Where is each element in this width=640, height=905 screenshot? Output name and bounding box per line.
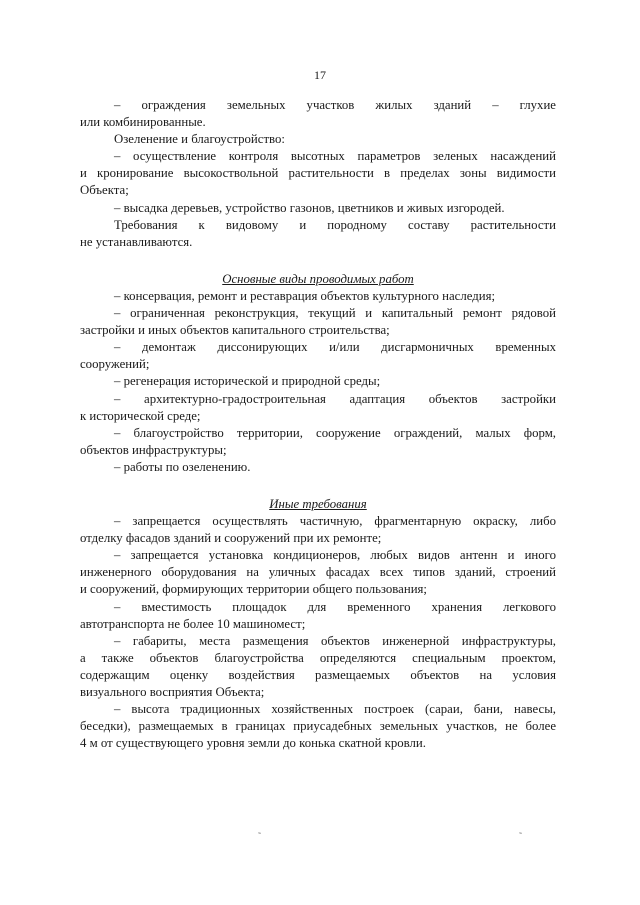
paragraph-line: – ограниченная реконструкция, текущий и капитальный ремонт рядовой bbox=[114, 306, 556, 321]
paragraph-line: и сооружений, формирующих территории общего пользования; bbox=[80, 582, 427, 597]
page-number: 17 bbox=[314, 68, 326, 82]
paragraph-line: к исторической среде; bbox=[80, 408, 201, 423]
paragraph-line: – регенерация исторической и природной среды; bbox=[114, 374, 381, 389]
paragraph-line: – архитектурно-градостроительная адаптация объектов застройки bbox=[114, 391, 556, 406]
scan-mark: ˜ bbox=[519, 831, 522, 841]
scan-mark: ˜ bbox=[258, 831, 261, 841]
paragraph-line: 4 м от существующего уровня земли до конька скатной кровли. bbox=[80, 736, 426, 751]
document-body bbox=[80, 97, 556, 752]
paragraph-line: Требования к видовому и породному составу растительности bbox=[114, 217, 556, 232]
paragraph-line: – запрещается осуществлять частичную, фрагментарную окраску, либо bbox=[114, 514, 556, 529]
paragraph-line: – ограждения земельных участков жилых зданий – глухие bbox=[114, 98, 556, 112]
section-heading: Основные виды проводимых работ bbox=[222, 271, 414, 286]
paragraph-line: и кронирование высокоствольной растительности в пределах зоны видимости bbox=[80, 166, 556, 181]
paragraph-line: инженерного оборудования на уличных фасадах всех типов зданий, строений bbox=[80, 565, 556, 580]
paragraph-line: застройки и иных объектов капитального строительства; bbox=[80, 323, 390, 338]
section-heading: Иные требования bbox=[269, 496, 367, 511]
paragraph-line: – работы по озеленению. bbox=[114, 459, 251, 474]
paragraph-line: объектов инфраструктуры; bbox=[80, 442, 227, 457]
paragraph-line: Озеленение и благоустройство: bbox=[114, 132, 285, 147]
paragraph-line: – демонтаж диссонирующих и/или дисгармоничных временных bbox=[114, 340, 556, 355]
paragraph-line: отделку фасадов зданий и сооружений при их ремонте; bbox=[80, 531, 382, 546]
paragraph-line: или комбинированные. bbox=[80, 115, 206, 130]
paragraph-line: Объекта; bbox=[80, 183, 129, 198]
paragraph-line: – вместимость площадок для временного хранения легкового bbox=[114, 599, 556, 614]
paragraph-line: сооружений; bbox=[80, 357, 150, 372]
paragraph-line: – консервация, ремонт и реставрация объектов культурного наследия; bbox=[114, 288, 496, 303]
paragraph-line: автотранспорта не более 10 машиномест; bbox=[80, 616, 306, 631]
paragraph-line: содержащим оценку воздействия размещаемых объектов на условия bbox=[80, 667, 556, 682]
paragraph-line: – высадка деревьев, устройство газонов, цветников и живых изгородей. bbox=[114, 200, 505, 215]
paragraph-line: беседки), размещаемых в границах приусадебных земельных участков, не более bbox=[80, 719, 556, 734]
paragraph-line: а также объектов благоустройства определяются специальным проектом, bbox=[80, 650, 556, 665]
paragraph-line: – осуществление контроля высотных параметров зеленых насаждений bbox=[114, 149, 556, 164]
paragraph-line: не устанавливаются. bbox=[80, 234, 193, 249]
paragraph-line: – благоустройство территории, сооружение ограждений, малых форм, bbox=[114, 425, 556, 440]
paragraph-line: – габариты, места размещения объектов инженерной инфраструктуры, bbox=[114, 633, 556, 648]
paragraph-line: – высота традиционных хозяйственных построек (сараи, бани, навесы, bbox=[114, 702, 556, 717]
paragraph-line: визуального восприятия Объекта; bbox=[80, 685, 265, 699]
paragraph-line: – запрещается установка кондиционеров, любых видов антенн и иного bbox=[114, 548, 556, 563]
